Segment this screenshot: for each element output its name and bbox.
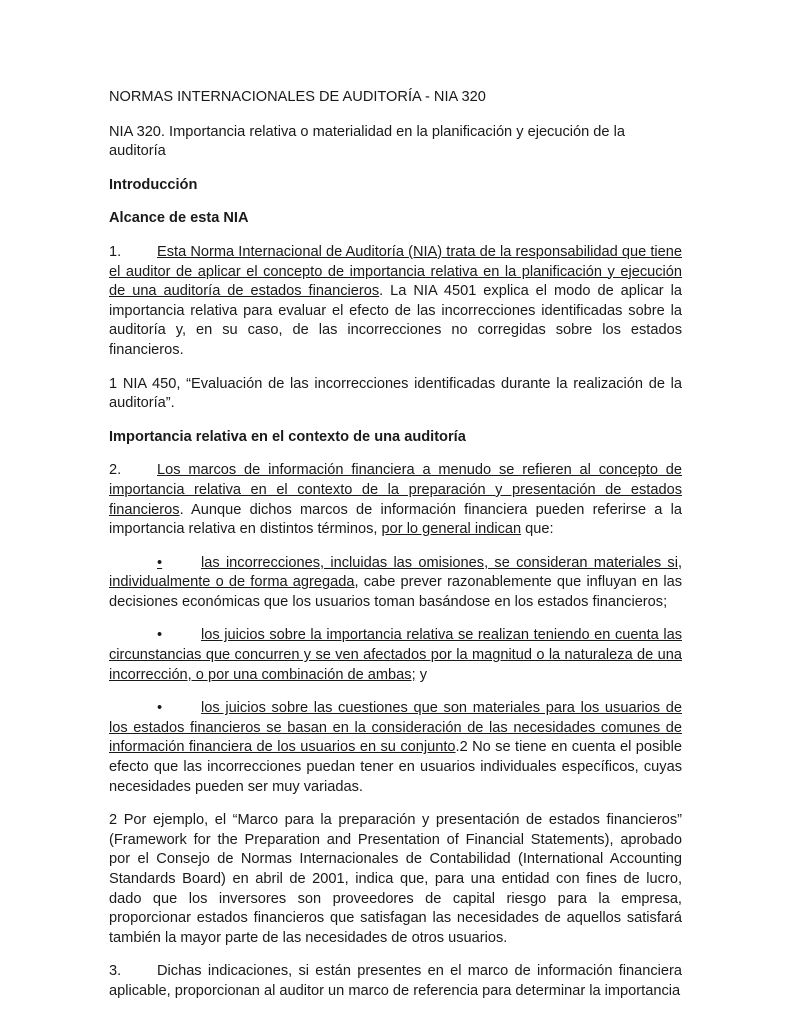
paragraph-2 [109, 461, 682, 539]
paragraph-number: 3. [109, 963, 122, 980]
bullet-item [109, 626, 682, 685]
paragraph-3 [109, 962, 682, 1001]
underlined-text: las incorrecciones, incluidas las omisiones, se consideran materiales si, individualmente o de forma agregada [109, 554, 682, 591]
paragraph-number: 1. [109, 243, 122, 260]
bullet-icon: • [157, 700, 163, 717]
bullet-icon: • [157, 627, 163, 644]
bullet-item [109, 699, 682, 797]
bullet-icon: • [157, 554, 163, 571]
paragraph-text: . Aunque dichos marcos de información financiera pueden referirse a la importancia relativa en distintos términos, [109, 501, 682, 538]
paragraph-1 [109, 243, 682, 361]
bullet-text: y [415, 666, 427, 683]
footnote-2: 2 Por ejemplo, el “Marco para la preparación y presentación de estados financieros” (Framework for the Preparation and Presentation of Financial Statements), aprobado por el Consejo de Normas Internacionales de Contabilidad (International Accounting Standards Board) en abril de 2001, indica que, para una entidad con fines de lucro, dado que los inversores son proveedores de capital riesgo para la empresa, proporcionar estados financieros que satisfagan las necesidades de aquellos satisfará también la mayor parte de las necesidades de otros usuarios. [109, 812, 682, 946]
heading-introduction: Introducción [109, 176, 198, 193]
underlined-text: los juicios sobre la importancia relativa se realizan teniendo en cuenta las circunstancias que concurren y se ven afectados por la magnitud o la naturaleza de una incorrección, o por una combinación de ambas; [109, 627, 682, 683]
bullet-text: , cabe prever razonablemente que influyan en las decisiones económicas que los usuarios toman basándose en los estados financieros; [109, 574, 682, 610]
paragraph-text: Dichas indicaciones, si están presentes en el marco de información financiera aplicable, proporcionan al auditor un marco de referencia para determinar la importancia [109, 963, 682, 999]
document-subtitle: NIA 320. Importancia relativa o materialidad en la planificación y ejecución de la auditoría [109, 123, 625, 160]
document-page [109, 88, 682, 1016]
heading-scope: Alcance de esta NIA [109, 210, 249, 227]
underlined-text: los juicios sobre las cuestiones que son materiales para los usuarios de los estados financieros se basan en la consideración de las necesidades comunes de información financiera de los usuarios en su conjunto [109, 700, 682, 756]
underlined-text: por lo general indican [381, 521, 522, 538]
heading-context: Importancia relativa en el contexto de una auditoría [109, 428, 466, 445]
bullet-text: .2 No se tiene en cuenta el posible efecto que las incorrecciones puedan tener en usuarios individuales específicos, cuyas necesidades pueden ser muy variadas. [109, 739, 682, 795]
document-title: NORMAS INTERNACIONALES DE AUDITORÍA - NIA 320 [109, 89, 486, 105]
paragraph-number: 2. [109, 462, 122, 479]
underlined-text: Los marcos de información financiera a menudo se refieren al concepto de importancia relativa en el contexto de la preparación y presentación de estados financieros [109, 462, 682, 518]
underlined-text: Esta Norma Internacional de Auditoría (NIA) trata de la responsabilidad que tiene el auditor de aplicar el concepto de importancia relativa en la planificación y ejecución de una auditoría de estados financieros [109, 243, 682, 300]
paragraph-text: que: [521, 521, 554, 538]
footnote-1: 1 NIA 450, “Evaluación de las incorrecciones identificadas durante la realización de la auditoría”. [109, 375, 682, 412]
paragraph-text: . La NIA 4501 explica el modo de aplicar la importancia relativa para evaluar el efecto de las incorrecciones identificadas sobre la auditoría y, en su caso, de las incorrecciones no corregidas sobre los estados financieros. [109, 283, 682, 358]
bullet-item [109, 554, 682, 613]
